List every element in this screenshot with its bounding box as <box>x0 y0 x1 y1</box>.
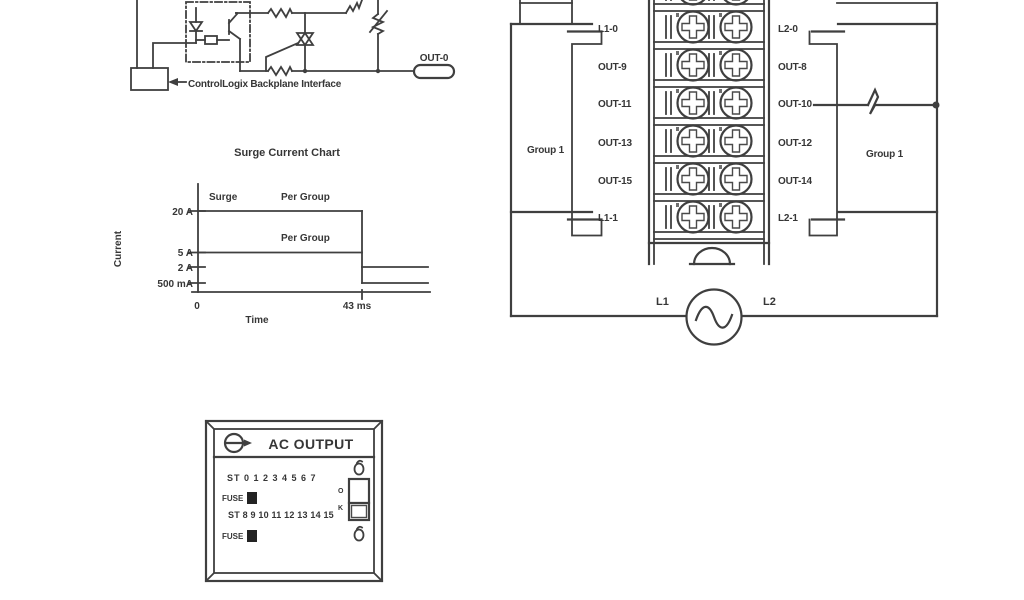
power-output-icon <box>225 434 252 452</box>
terminal-strip-dividers <box>654 4 764 239</box>
label-l1-0: L1-0 <box>598 24 618 35</box>
x-axis-label: Time <box>245 315 269 326</box>
source-l2-label: L2 <box>763 296 776 308</box>
fuse-indicator-bottom <box>247 530 257 542</box>
annotation-surge: Surge <box>209 192 238 203</box>
fuse-indicator-top <box>247 492 257 504</box>
screw-terminal <box>709 126 752 157</box>
load-bolt-icon <box>868 90 878 114</box>
ok-letter-k: K <box>338 505 344 512</box>
l1-rail <box>511 0 602 316</box>
group-1-right-label: Group 1 <box>866 149 903 160</box>
status-row-top: ST 0 1 2 3 4 5 6 7 <box>227 473 317 483</box>
group-1-left-label: Group 1 <box>527 145 564 156</box>
screw-terminal <box>709 12 752 43</box>
ok-letter-o: O <box>338 488 344 495</box>
module-faceplate <box>206 421 382 581</box>
label-out-14: OUT-14 <box>778 176 812 187</box>
screw-terminal <box>709 88 752 119</box>
screw-terminal <box>666 126 709 157</box>
out-0-terminal <box>414 65 454 78</box>
junction-dot <box>376 69 380 73</box>
annotation-per-group-mid: Per Group <box>281 233 330 244</box>
screw-terminal <box>709 50 752 81</box>
backplane-interface-box <box>131 68 168 90</box>
backplane-arrow-icon <box>168 78 186 86</box>
label-out-9: OUT-9 <box>598 62 627 73</box>
screw-terminal <box>709 164 752 195</box>
resistor-diagonal <box>346 0 362 13</box>
label-out-12: OUT-12 <box>778 138 812 149</box>
out-0-label: OUT-0 <box>419 53 449 64</box>
left-terminal-labels <box>598 24 632 224</box>
lock-icon-top <box>355 461 364 475</box>
varistor-icon <box>370 0 387 71</box>
junction-dot <box>303 69 307 73</box>
x-tick-43ms: 43 ms <box>342 301 372 312</box>
label-out-11: OUT-11 <box>598 99 632 110</box>
fuse-label-top: FUSE <box>222 494 244 503</box>
resistor-top <box>268 9 292 17</box>
terminal-block <box>649 0 769 264</box>
source-l1-label: L1 <box>656 296 669 308</box>
screw-terminal <box>666 202 709 233</box>
label-l2-0: L2-0 <box>778 24 798 35</box>
resistor-bottom <box>268 67 292 75</box>
screw-terminal <box>666 12 709 43</box>
label-l1-1: L1-1 <box>598 213 618 224</box>
module-title: AC OUTPUT <box>268 436 354 452</box>
label-out-15: OUT-15 <box>598 176 632 187</box>
out-10-load-wire <box>814 90 940 114</box>
ac-source <box>511 290 937 345</box>
output-wiring-diagram <box>511 0 940 345</box>
y-tick-500ma: 500 mA <box>157 279 193 290</box>
surge-current-chart <box>113 147 430 326</box>
triac-icon <box>266 13 313 71</box>
backplane-interface-label: ControlLogix Backplane Interface <box>188 79 342 90</box>
chart-title: Surge Current Chart <box>234 147 340 159</box>
module-header <box>214 434 374 457</box>
annotation-per-group-top: Per Group <box>281 192 330 203</box>
label-out-13: OUT-13 <box>598 138 632 149</box>
label-out-10: OUT-10 <box>778 99 812 110</box>
screw-terminal <box>666 88 709 119</box>
right-terminal-labels <box>778 24 812 224</box>
strip-bottom-dome <box>690 248 734 264</box>
status-row-bottom: ST 8 9 10 11 12 13 14 15 <box>228 510 334 520</box>
label-l2-1: L2-1 <box>778 213 798 224</box>
y-axis-label: Current <box>113 230 124 268</box>
fuse-label-bottom: FUSE <box>222 532 244 541</box>
chart-series <box>198 211 428 283</box>
lock-icon-bottom <box>355 527 364 541</box>
junction-dot <box>933 102 940 109</box>
screw-terminal <box>666 50 709 81</box>
screw-terminal <box>666 164 709 195</box>
label-out-8: OUT-8 <box>778 62 807 73</box>
output-circuit-schematic <box>131 0 454 90</box>
group-1-right-bracket <box>810 32 838 236</box>
y-tick-2a: 2 A <box>177 263 193 274</box>
opto-base-resistor <box>205 36 217 44</box>
ok-indicator <box>338 479 369 520</box>
y-tick-20a: 20 A <box>172 207 193 218</box>
led-icon <box>190 8 202 43</box>
y-tick-5a: 5 A <box>177 248 193 259</box>
screw-terminal <box>709 202 752 233</box>
x-tick-0: 0 <box>194 301 200 312</box>
